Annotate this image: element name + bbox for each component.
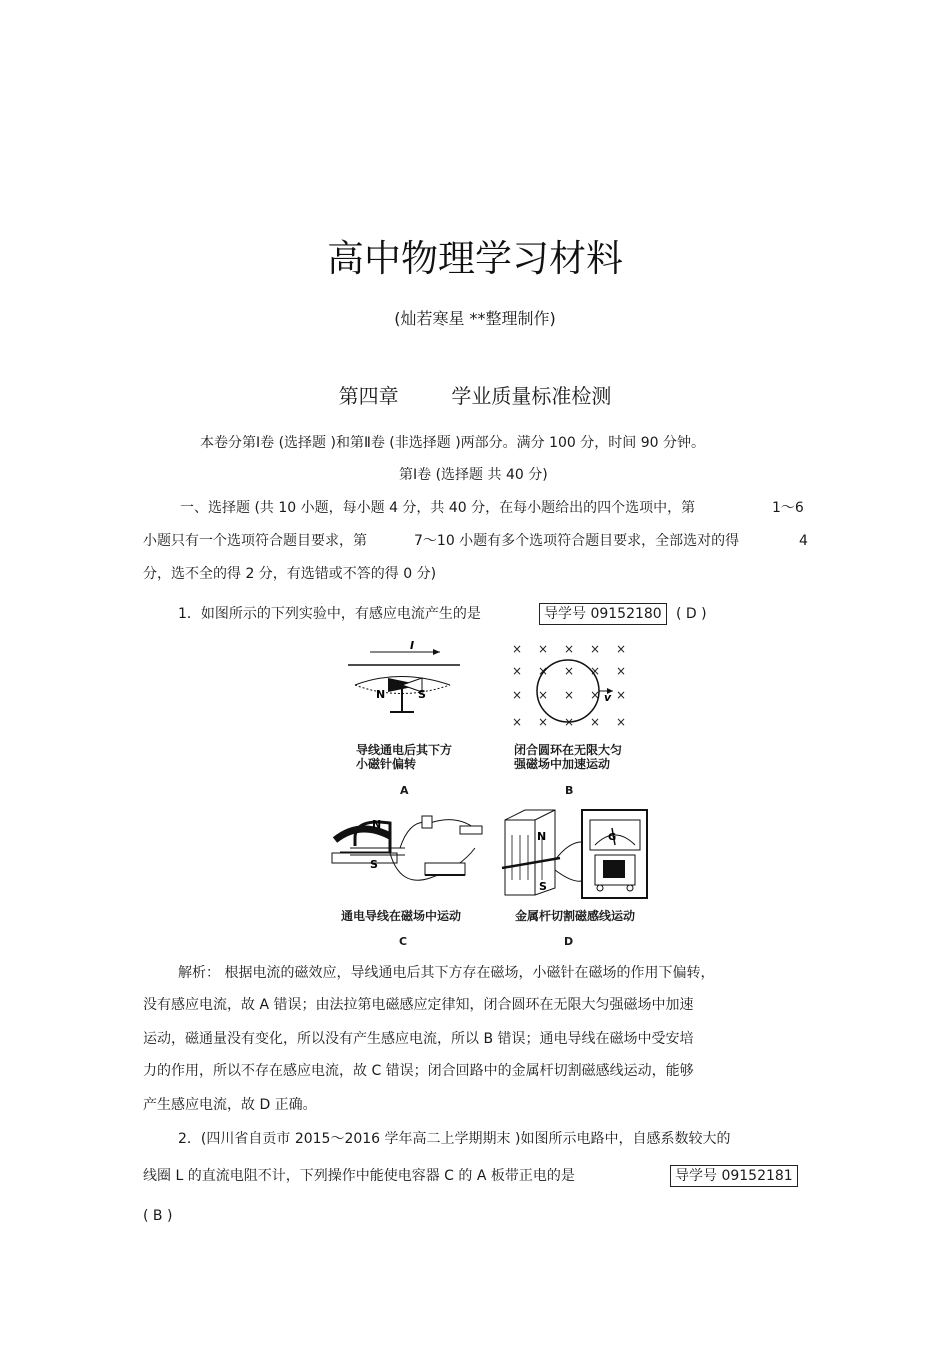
q1-analysis-line5: 产生感应电流，故 D 正确。 <box>143 1097 317 1113</box>
svg-text:×: × <box>538 715 549 729</box>
svg-text:×: × <box>512 664 523 678</box>
figure-d-label-s: S <box>539 880 547 893</box>
figure-b-letter: B <box>565 784 574 797</box>
svg-text:×: × <box>616 688 627 702</box>
figure-a-compass-diagram <box>340 640 470 725</box>
figure-c-letter: C <box>399 935 408 948</box>
figure-d-caption: 金属杆切割磁感线运动 <box>515 909 636 923</box>
q1-analysis-line4: 力的作用，所以不存在感应电流，故 C 错误；闭合回路中的金属杆切割磁感线运动，能够 <box>143 1063 694 1079</box>
section1-line2: 小题只有一个选项符合题目要求，第 <box>143 533 367 549</box>
q2-line2: 线圈 L 的直流电阻不计，下列操作中能使电容器 C 的 A 板带正电的是 <box>143 1168 575 1184</box>
svg-text:×: × <box>616 642 627 656</box>
svg-text:×: × <box>590 664 601 678</box>
svg-text:×: × <box>616 664 627 678</box>
svg-text:×: × <box>590 715 601 729</box>
figure-d-rod-cutting-field-diagram <box>500 800 655 900</box>
svg-text:×: × <box>538 688 549 702</box>
figure-b-ring-diagram <box>505 638 640 733</box>
svg-text:×: × <box>590 642 601 656</box>
figure-d-letter: D <box>564 935 574 948</box>
svg-text:×: × <box>564 688 575 702</box>
section1-line2-mid: 7～10 小题有多个选项符合题目要求，全部选对的得 <box>414 533 740 549</box>
figure-a-label-n: N <box>376 688 386 701</box>
section1-line1-end: 1～6 <box>772 500 804 516</box>
document-title: 高中物理学习材料 <box>327 237 623 280</box>
svg-text:×: × <box>590 688 601 702</box>
figure-a-caption-line2: 小磁针偏转 <box>356 757 417 771</box>
figure-b-label-v: v <box>604 691 612 704</box>
exam-instructions: 本卷分第Ⅰ卷 (选择题 )和第Ⅱ卷 (非选择题 )两部分。满分 100 分，时间 90 分钟。 <box>200 435 706 451</box>
figure-c-label-n: N <box>372 818 382 831</box>
section1-line1: 一、选择题 (共 10 小题，每小题 4 分，共 40 分，在每小题给出的四个选项中，第 <box>180 500 696 516</box>
q1-analysis-line3: 运动，磁通量没有变化，所以没有产生感应电流，所以 B 错误；通电导线在磁场中受安培 <box>143 1031 694 1047</box>
svg-text:×: × <box>616 715 627 729</box>
figure-a-label-s: S <box>418 688 426 701</box>
q1-guide-number: 导学号 09152180 <box>539 603 667 625</box>
figure-a-letter: A <box>400 784 409 797</box>
q2-guide-number: 导学号 09152181 <box>670 1165 798 1187</box>
svg-text:×: × <box>564 715 575 729</box>
figure-c-label-s: S <box>370 858 378 871</box>
q2-line1: 2．(四川省自贡市 2015～2016 学年高二上学期期末 )如图所示电路中，自感系数较大的 <box>178 1131 731 1147</box>
svg-text:×: × <box>538 642 549 656</box>
part1-heading: 第Ⅰ卷 (选择题 共 40 分) <box>399 467 548 483</box>
document-credit: (灿若寒星 **整理制作) <box>394 309 556 328</box>
q1-analysis-line1: 解析： 根据电流的磁效应，导线通电后其下方存在磁场，小磁针在磁场的作用下偏转， <box>178 965 715 981</box>
svg-text:×: × <box>564 664 575 678</box>
q1-analysis-line2: 没有感应电流，故 A 错误；由法拉第电磁感应定律知，闭合圆环在无限大匀强磁场中加速 <box>143 997 694 1013</box>
svg-text:×: × <box>564 642 575 656</box>
chapter-title: 学业质量标准检测 <box>451 384 612 408</box>
chapter-number: 第四章 <box>338 384 399 408</box>
section1-line3: 分，选不全的得 2 分，有选错或不答的得 0 分) <box>143 566 437 582</box>
svg-text:×: × <box>512 688 523 702</box>
chapter-heading <box>0 380 950 409</box>
section1-line2-end: 4 <box>799 533 808 549</box>
figure-b-caption-line1: 闭合圆环在无限大匀 <box>514 743 623 757</box>
figure-a-label-i: I <box>410 640 415 652</box>
figure-d-label-g: G <box>608 832 617 843</box>
q2-answer: ( B ) <box>143 1208 173 1224</box>
figure-b-caption-line2: 强磁场中加速运动 <box>514 757 611 771</box>
figure-c-caption: 通电导线在磁场中运动 <box>341 909 462 923</box>
svg-text:×: × <box>538 664 549 678</box>
q1-answer: ( D ) <box>676 606 707 622</box>
figure-a-caption-line1: 导线通电后其下方 <box>356 743 453 757</box>
q1-stem: 1．如图所示的下列实验中，有感应电流产生的是 <box>178 606 481 622</box>
figure-d-label-n: N <box>537 830 547 843</box>
figure-c-wire-in-magnet-diagram <box>330 808 490 898</box>
svg-text:×: × <box>512 715 523 729</box>
svg-text:×: × <box>512 642 523 656</box>
